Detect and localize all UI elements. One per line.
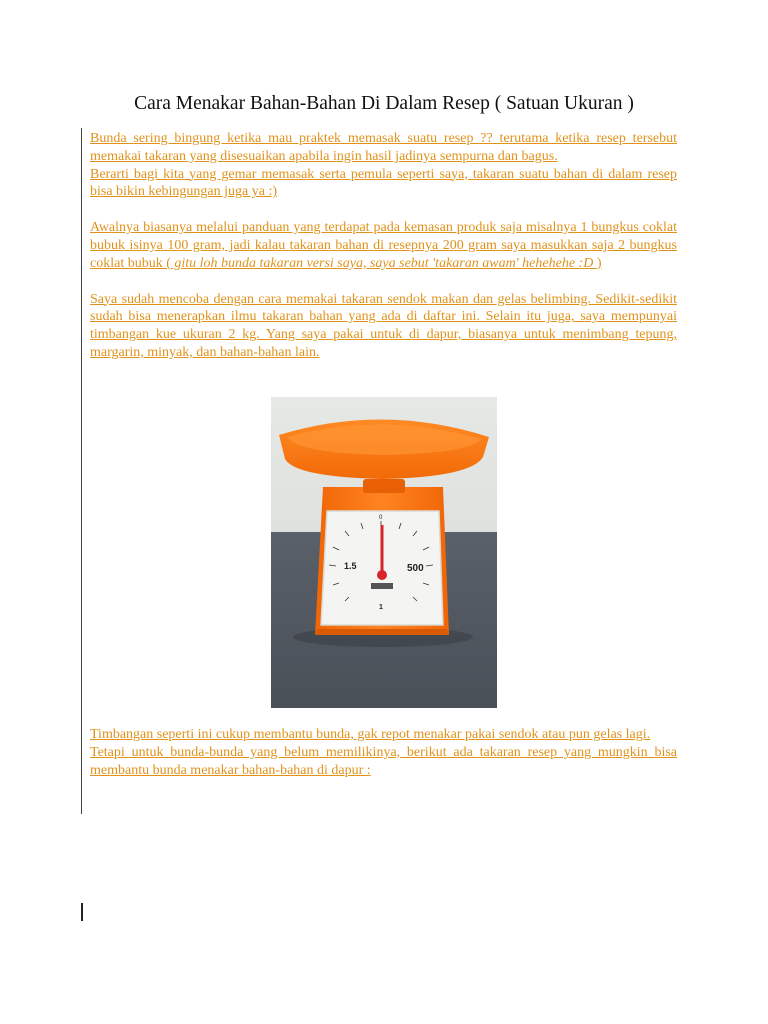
paragraph-2 xyxy=(90,219,677,272)
paragraph-2-text: Awalnya biasanya melalui panduan yang terdapat pada kemasan produk saja misalnya 1 bungkus coklat bubuk isinya 100 gram, jadi kalau takaran bahan di resepnya 200 gram saya masukkan saja 2 bungkus coklat bubuk ( xyxy=(90,220,677,271)
paragraph-1a: Bunda sering bingung ketika mau praktek memasak suatu resep ?? terutama ketika resep tersebut memakai takaran yang disesuaikan apabila ingin hasil jadinya sempurna dan bagus. xyxy=(90,131,677,164)
document-title: Cara Menakar Bahan-Bahan Di Dalam Resep ( Satuan Ukuran ) xyxy=(134,93,634,114)
document-body-after-image xyxy=(90,726,677,779)
paragraph-3: Saya sudah mencoba dengan cara memakai takaran sendok makan dan gelas belimbing. Sedikit-sedikit sudah bisa menerapkan ilmu takaran bahan yang ada di daftar ini. Selain itu juga, saya mempunyai timbangan kue ukuran 2 kg. Yang saya pakai untuk di dapur, biasanya untuk menimbang tepung, margarin, minyak, dan bahan-bahan lain. xyxy=(90,291,677,360)
paragraph-2-italic: gitu loh bunda takaran versi saya, saya sebut 'takaran awam' hehehehe :D xyxy=(170,255,597,271)
change-bar xyxy=(81,128,82,814)
document-body xyxy=(90,130,677,362)
dial-label-left: 1.5 xyxy=(344,561,357,571)
dial-label-bottom: 1 xyxy=(379,604,383,611)
paragraph-1b: Berarti bagi kita yang gemar memasak serta pemula seperti saya, takaran suatu bahan di dalam resep bisa bikin kebingungan juga ya :) xyxy=(90,166,677,200)
dial-label-right: 500 xyxy=(407,563,424,574)
kitchen-scale-photo xyxy=(271,397,497,708)
paragraph-4b: Tetapi untuk bunda-bunda yang belum memilikinya, berikut ada takaran resep yang mungkin bisa membantu bunda menakar bahan-bahan di dapur : xyxy=(90,744,677,778)
paragraph-2-end: ) xyxy=(596,255,602,271)
paragraph-4a: Timbangan seperti ini cukup membantu bunda, gak repot menakar pakai sendok atau pun gelas lagi. xyxy=(90,727,651,742)
text-cursor xyxy=(81,903,83,921)
dial-label-top: 0 xyxy=(379,515,383,521)
